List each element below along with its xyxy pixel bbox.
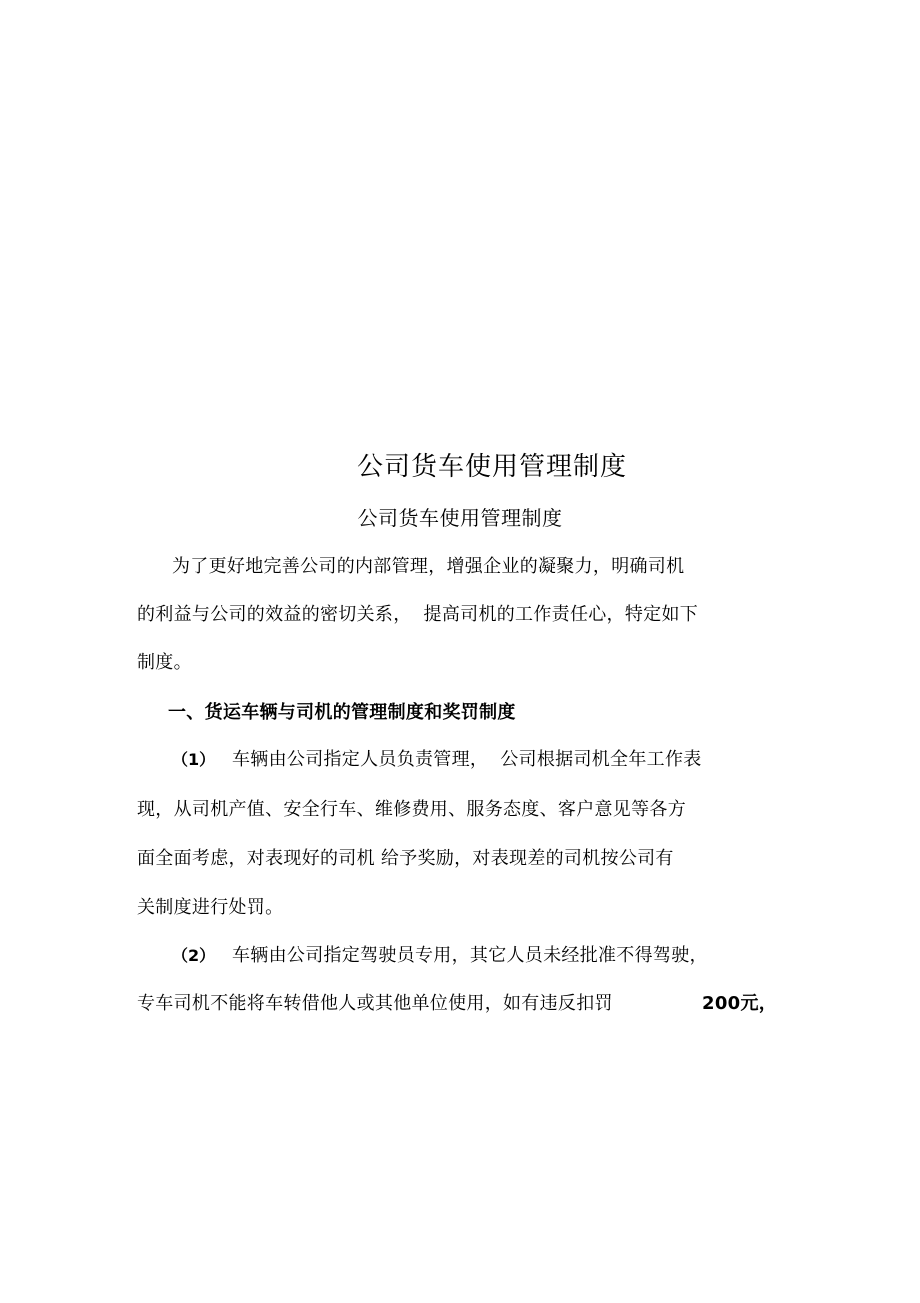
item-1-number: （1） bbox=[172, 750, 216, 769]
intro-line-3: 制度。 bbox=[137, 652, 192, 673]
item-1-line-1: 车辆由公司指定人员负责管理， 公司根据司机全年工作表 bbox=[232, 749, 702, 770]
item-1-line-4: 关制度进行处罚。 bbox=[137, 897, 284, 918]
section-1-heading: 一、货运车辆与司机的管理制度和奖罚制度 bbox=[168, 702, 516, 723]
intro-line-2: 的利益与公司的效益的密切关系， 提高司机的工作责任心，特定如下 bbox=[137, 604, 699, 625]
document-subtitle: 公司货车使用管理制度 bbox=[357, 506, 563, 530]
item-2-number: （2） bbox=[172, 946, 216, 965]
item-2-line-1: 车辆由公司指定驾驶员专用，其它人员未经批准不得驾驶， bbox=[232, 945, 708, 966]
intro-line-1: 为了更好地完善公司的内部管理，增强企业的凝聚力，明确司机 bbox=[172, 556, 685, 577]
item-2-amount: 200元， bbox=[702, 993, 778, 1014]
item-1-line-2: 现，从司机产值、安全行车、维修费用、服务态度、客户意见等各方 bbox=[137, 799, 686, 820]
document-title: 公司货车使用管理制度 bbox=[356, 452, 627, 482]
item-2-line-2: 专车司机不能将车转借他人或其他单位使用，如有违反扣罚 bbox=[137, 993, 613, 1014]
item-1-line-3: 面全面考虑，对表现好的司机 给予奖励，对表现差的司机按公司有 bbox=[137, 848, 674, 869]
